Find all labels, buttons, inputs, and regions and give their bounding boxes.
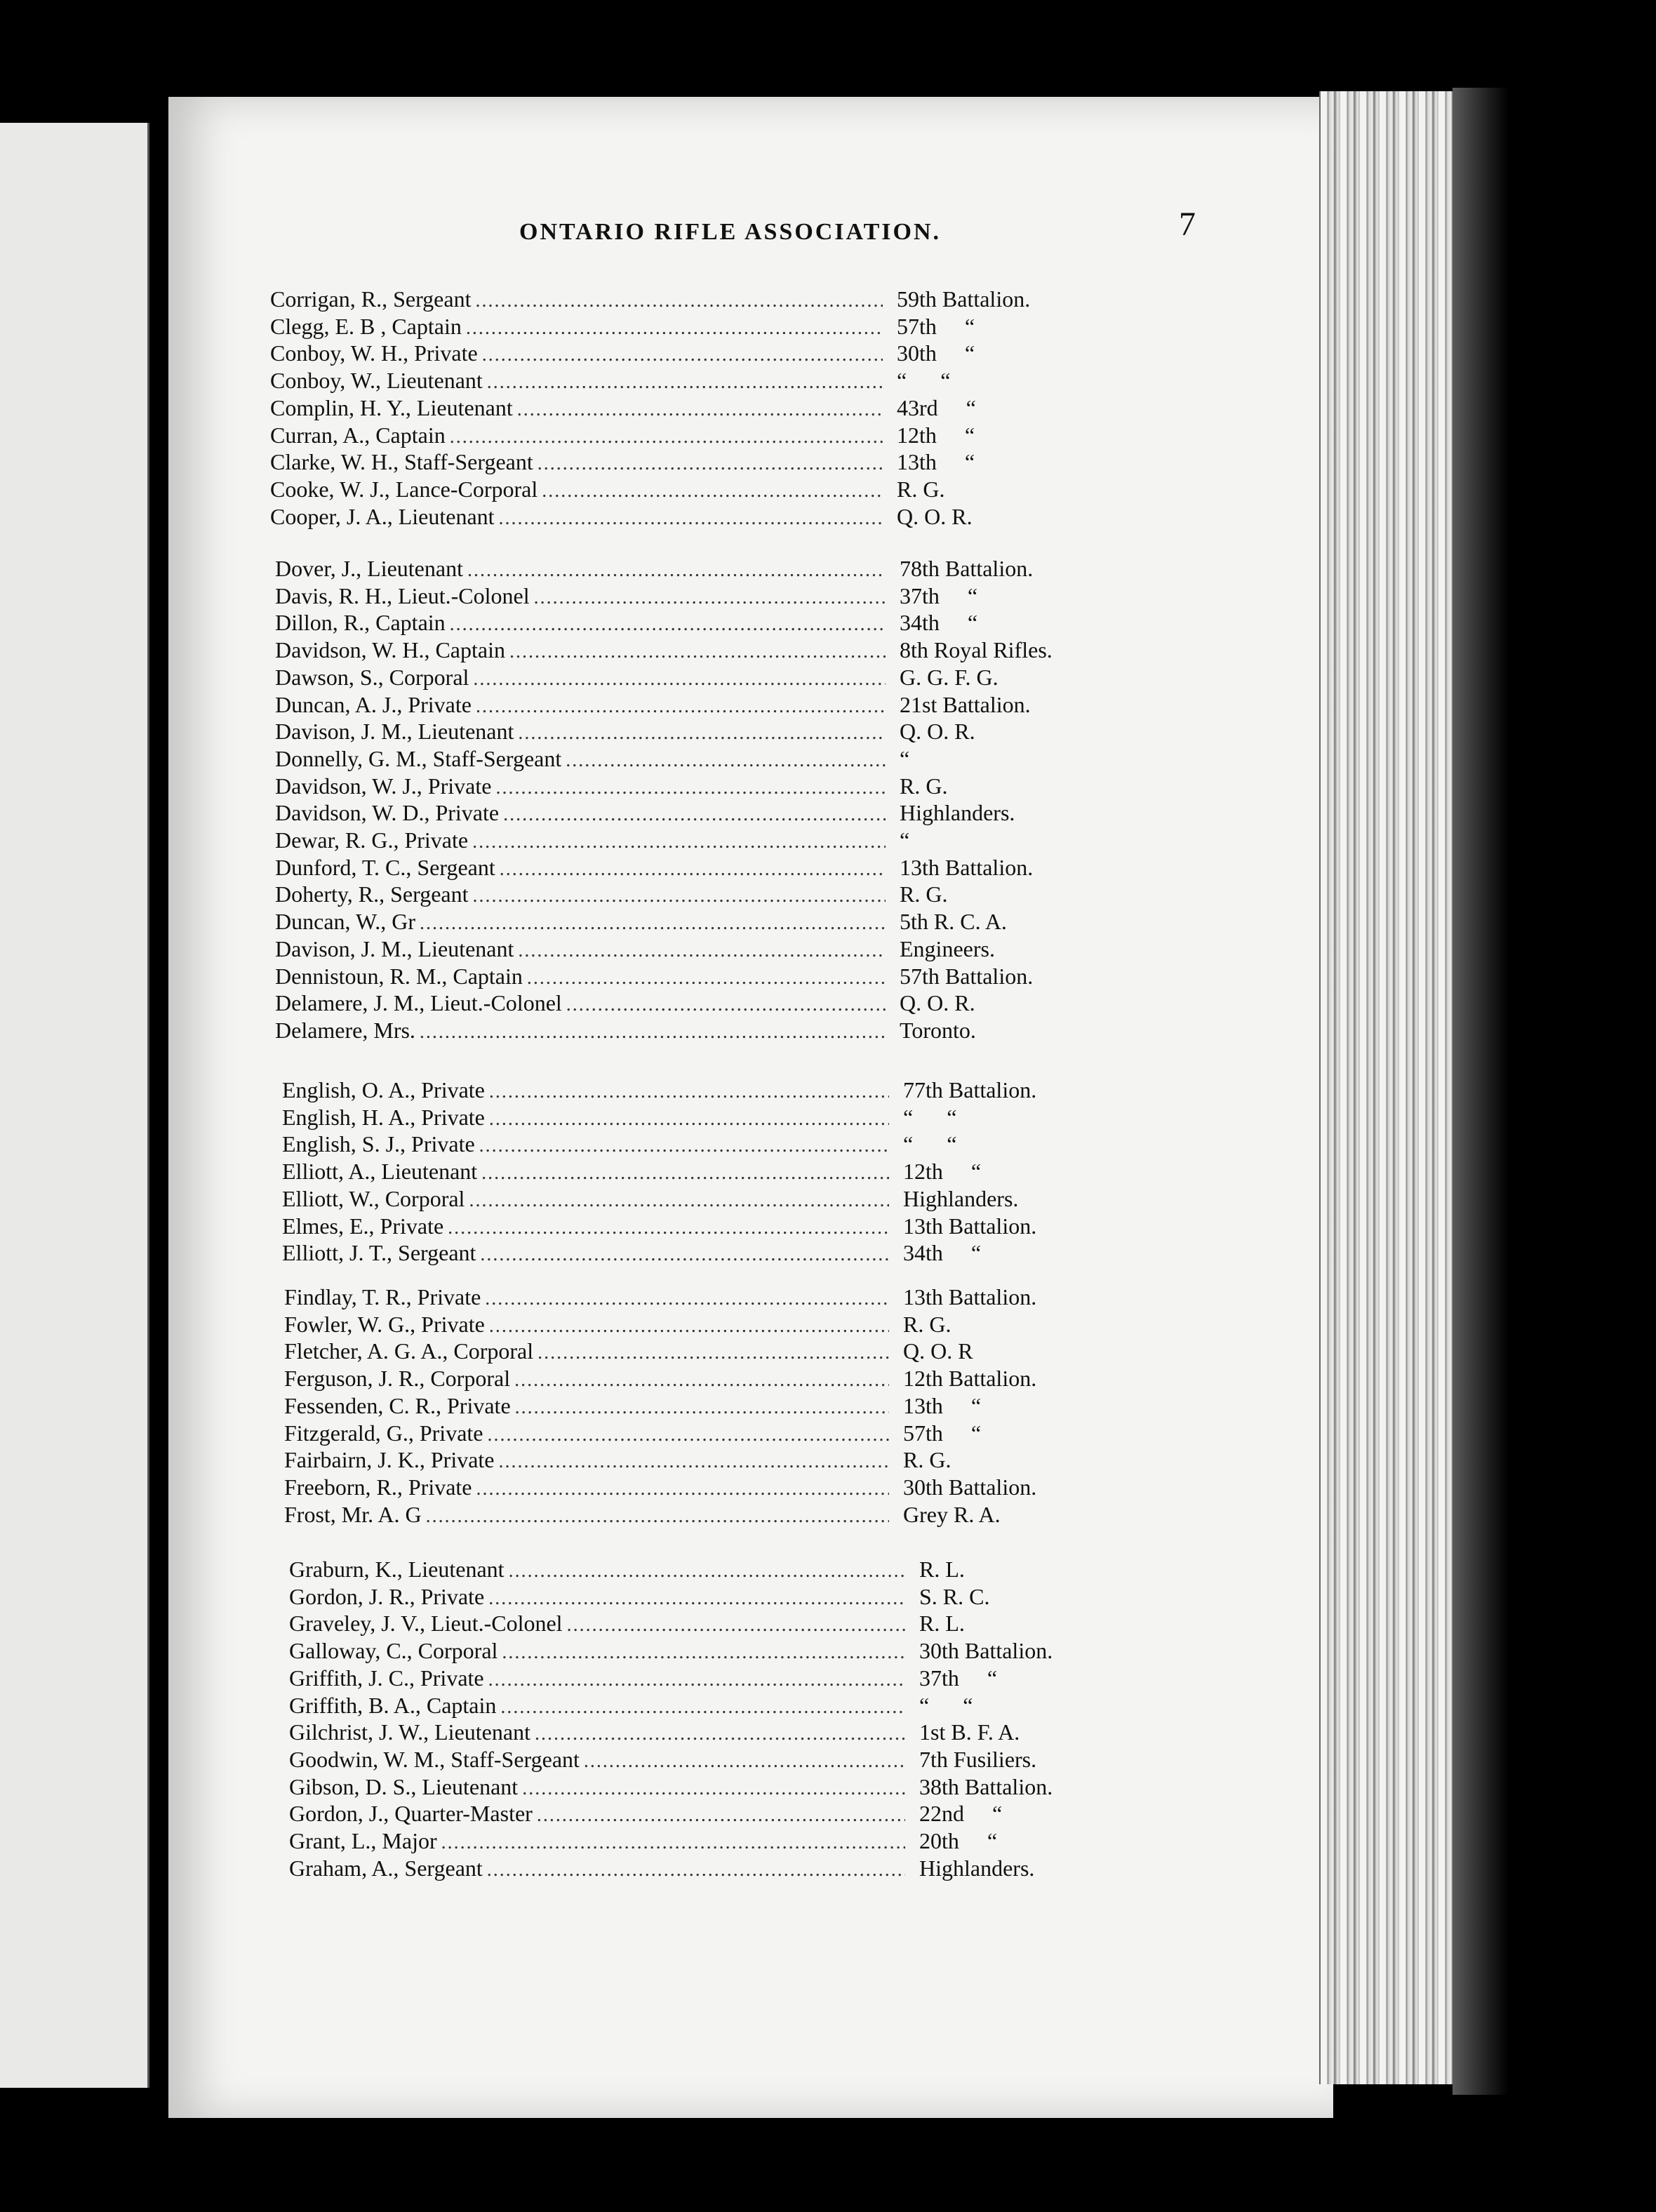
member-unit: 12th “	[903, 1159, 982, 1185]
leader-dots	[441, 1832, 905, 1854]
member-unit: 12th Battalion.	[903, 1366, 1037, 1392]
roster-row	[275, 610, 1103, 637]
leader-dots	[489, 1081, 889, 1103]
member-name: Dover, J., Lieutenant	[275, 556, 463, 581]
member-unit: R. G.	[897, 476, 945, 502]
member-unit: 30th “	[897, 340, 975, 366]
member-unit: “ “	[897, 368, 951, 394]
member-unit: R. G.	[900, 773, 948, 799]
member-name: Davis, R. H., Lieut.-Colonel	[275, 582, 530, 608]
member-name: Fletcher, A. G. A., Corporal	[284, 1338, 534, 1364]
member-unit: “	[900, 827, 910, 853]
member-unit: 13th “	[897, 449, 975, 475]
roster-row	[284, 1393, 1111, 1420]
leader-dots	[515, 1397, 889, 1419]
roster-row	[275, 746, 1103, 773]
book-spine-shadow	[1453, 88, 1509, 2095]
roster-row	[289, 1855, 1107, 1882]
roster-row	[275, 964, 1103, 990]
member-name: Fitzgerald, G., Private	[284, 1420, 483, 1446]
member-name: English, O. A., Private	[282, 1077, 485, 1102]
member-name: Clegg, E. B , Captain	[270, 313, 462, 339]
roster-row	[282, 1105, 1103, 1131]
member-name: Gibson, D. S., Lieutenant	[289, 1773, 519, 1799]
member-name: Duncan, A. J., Private	[275, 691, 472, 717]
leader-dots	[517, 399, 883, 421]
member-unit: 78th Battalion.	[900, 556, 1034, 581]
member-unit: Highlanders.	[900, 800, 1015, 826]
leader-dots	[420, 912, 886, 935]
roster-row	[275, 936, 1103, 963]
member-name: Elliott, J. T., Sergeant	[282, 1240, 476, 1266]
leader-dots	[542, 480, 883, 502]
roster-row	[270, 422, 1084, 449]
roster-row	[282, 1186, 1103, 1213]
member-name: Ferguson, J. R., Corporal	[284, 1366, 511, 1392]
leader-dots	[522, 1778, 905, 1800]
leader-dots	[509, 641, 886, 663]
member-name: Findlay, T. R., Private	[284, 1284, 481, 1310]
member-name: Frost, Mr. A. G	[284, 1501, 422, 1527]
leader-dots	[535, 1723, 905, 1745]
leader-dots	[450, 426, 883, 448]
left-page-edge	[0, 123, 149, 2088]
leader-dots	[450, 613, 886, 636]
leader-dots	[476, 1478, 889, 1500]
roster-row	[289, 1584, 1107, 1611]
page-header: ONTARIO RIFLE ASSOCIATION.	[519, 219, 942, 245]
member-unit: “	[900, 745, 910, 771]
leader-dots	[502, 1641, 905, 1664]
leader-dots	[482, 344, 883, 366]
member-name: Gordon, J., Quarter-Master	[289, 1801, 533, 1827]
member-name: Elmes, E., Private	[282, 1213, 444, 1239]
member-name: Doherty, R., Sergeant	[275, 881, 469, 907]
roster-row	[282, 1131, 1103, 1158]
member-unit: R. L.	[919, 1611, 965, 1637]
leader-dots	[420, 1021, 886, 1044]
member-unit: 59th Battalion.	[897, 286, 1031, 312]
member-name: Cooke, W. J., Lance-Corporal	[270, 476, 538, 502]
roster-row	[275, 556, 1103, 582]
member-unit: Q. O. R.	[900, 719, 975, 745]
member-name: Delamere, J. M., Lieut.-Colonel	[275, 990, 562, 1016]
member-unit: 8th Royal Rifles.	[900, 637, 1053, 663]
roster-row	[282, 1077, 1103, 1104]
roster-row	[289, 1693, 1107, 1719]
roster-row	[275, 665, 1103, 691]
member-unit: 30th Battalion.	[903, 1474, 1037, 1500]
roster-row	[275, 583, 1103, 610]
member-unit: 7th Fusiliers.	[919, 1746, 1037, 1772]
roster-row	[289, 1638, 1107, 1665]
roster-row	[270, 477, 1084, 503]
page-edges	[1319, 91, 1454, 2084]
member-unit: 30th Battalion.	[919, 1638, 1053, 1664]
roster-row	[270, 286, 1084, 313]
roster-row	[275, 719, 1103, 745]
leader-dots	[487, 1424, 889, 1446]
roster-row	[284, 1338, 1111, 1365]
leader-dots	[566, 994, 886, 1016]
member-name: Clarke, W. H., Staff-Sergeant	[270, 449, 533, 475]
leader-dots	[514, 1369, 889, 1392]
roster-row	[289, 1828, 1107, 1855]
roster-row	[270, 449, 1084, 476]
member-name: Graburn, K., Lieutenant	[289, 1557, 505, 1582]
member-unit: 13th “	[903, 1392, 982, 1418]
member-name: Davidson, W. J., Private	[275, 773, 492, 799]
leader-dots	[479, 1135, 889, 1157]
member-name: Fessenden, C. R., Private	[284, 1392, 511, 1418]
member-name: Dewar, R. G., Private	[275, 827, 469, 853]
member-name: Davidson, W. D., Private	[275, 800, 500, 826]
member-name: Freeborn, R., Private	[284, 1474, 472, 1500]
member-unit: Toronto.	[900, 1017, 976, 1043]
member-unit: 21st Battalion.	[900, 691, 1031, 717]
roster-row	[282, 1159, 1103, 1185]
roster-row	[270, 368, 1084, 394]
member-name: Graham, A., Sergeant	[289, 1855, 483, 1881]
member-unit: Engineers.	[900, 935, 995, 961]
member-unit: Q. O. R	[903, 1338, 973, 1364]
roster-row	[275, 800, 1103, 827]
leader-dots	[534, 587, 886, 609]
member-name: Dunford, T. C., Sergeant	[275, 854, 495, 880]
member-unit: “ “	[903, 1131, 957, 1157]
member-name: Gilchrist, J. W., Lieutenant	[289, 1719, 530, 1745]
leader-dots	[426, 1505, 889, 1528]
member-name: Davidson, W. H., Captain	[275, 637, 505, 663]
leader-dots	[488, 1587, 905, 1610]
member-name: Dillon, R., Captain	[275, 610, 446, 636]
roster-row	[275, 827, 1103, 854]
leader-dots	[537, 1804, 905, 1827]
member-name: Donnelly, G. M., Staff-Sergeant	[275, 745, 562, 771]
member-name: Davison, J. M., Lieutenant	[275, 935, 514, 961]
leader-dots	[566, 749, 886, 772]
leader-dots	[476, 695, 886, 718]
member-unit: Q. O. R.	[900, 990, 975, 1016]
leader-dots	[448, 1217, 889, 1239]
member-unit: “ “	[903, 1104, 957, 1130]
member-unit: Q. O. R.	[897, 503, 973, 529]
roster-row	[284, 1474, 1111, 1501]
roster-row	[284, 1284, 1111, 1311]
member-unit: 22nd “	[919, 1801, 1003, 1827]
roster-row	[270, 340, 1084, 367]
leader-dots	[527, 967, 886, 990]
roster-row	[284, 1447, 1111, 1474]
roster-row	[275, 881, 1103, 908]
leader-dots	[518, 940, 886, 962]
member-name: Griffith, B. A., Captain	[289, 1692, 497, 1718]
leader-dots	[472, 831, 886, 853]
member-unit: 37th “	[919, 1665, 998, 1691]
roster-row	[275, 855, 1103, 881]
roster-row	[289, 1774, 1107, 1801]
member-name: Conboy, W. H., Private	[270, 340, 478, 366]
member-unit: 37th “	[900, 582, 978, 608]
member-unit: 34th “	[900, 610, 978, 636]
leader-dots	[567, 1614, 905, 1637]
member-unit: 57th “	[897, 313, 975, 339]
leader-dots	[499, 507, 883, 530]
leader-dots	[488, 1669, 905, 1691]
member-unit: 38th Battalion.	[919, 1773, 1053, 1799]
roster-row	[275, 909, 1103, 935]
member-name: Fairbairn, J. K., Private	[284, 1447, 495, 1473]
member-name: Dawson, S., Corporal	[275, 664, 469, 690]
member-name: Dennistoun, R. M., Captain	[275, 963, 523, 989]
leader-dots	[509, 1560, 905, 1583]
leader-dots	[473, 668, 886, 691]
member-name: Conboy, W., Lieutenant	[270, 368, 483, 394]
member-name: Gordon, J. R., Private	[289, 1583, 485, 1609]
roster-row	[284, 1502, 1111, 1528]
roster-row	[270, 504, 1084, 531]
leader-dots	[485, 1288, 889, 1310]
member-unit: 34th “	[903, 1240, 982, 1266]
member-name: Duncan, W., Gr	[275, 909, 415, 935]
member-name: Corrigan, R., Sergeant	[270, 286, 472, 312]
leader-dots	[467, 559, 886, 582]
member-unit: R. G.	[900, 881, 948, 907]
member-unit: Highlanders.	[919, 1855, 1035, 1881]
leader-dots	[475, 290, 883, 312]
roster-row	[289, 1747, 1107, 1773]
member-name: Graveley, J. V., Lieut.-Colonel	[289, 1611, 563, 1637]
leader-dots	[584, 1750, 905, 1773]
leader-dots	[537, 1342, 889, 1364]
member-unit: 77th Battalion.	[903, 1077, 1037, 1102]
member-unit: R. L.	[919, 1557, 965, 1582]
member-name: English, H. A., Private	[282, 1104, 485, 1130]
roster-row	[289, 1611, 1107, 1637]
member-unit: 5th R. C. A.	[900, 909, 1007, 935]
member-unit: Grey R. A.	[903, 1501, 1001, 1527]
member-unit: R. G.	[903, 1311, 951, 1337]
leader-dots	[499, 1451, 889, 1473]
leader-dots	[480, 1244, 889, 1266]
member-unit: 13th Battalion.	[903, 1284, 1037, 1310]
roster-row	[270, 314, 1084, 340]
member-unit: R. G.	[903, 1447, 951, 1473]
member-unit: 13th Battalion.	[900, 854, 1034, 880]
member-unit: G. G. F. G.	[900, 664, 999, 690]
roster-row	[289, 1719, 1107, 1746]
leader-dots	[481, 1162, 889, 1185]
roster-row	[282, 1213, 1103, 1240]
leader-dots	[503, 804, 886, 826]
roster-row	[289, 1801, 1107, 1827]
leader-dots	[489, 1108, 889, 1131]
roster-row	[275, 692, 1103, 719]
roster-row	[270, 395, 1084, 422]
member-name: Grant, L., Major	[289, 1828, 437, 1853]
member-name: Curran, A., Captain	[270, 422, 446, 448]
member-unit: 20th “	[919, 1828, 998, 1853]
roster-row	[289, 1665, 1107, 1692]
member-unit: 13th Battalion.	[903, 1213, 1037, 1239]
member-unit: 57th Battalion.	[900, 963, 1034, 989]
member-unit: 12th “	[897, 422, 975, 448]
roster-row	[284, 1420, 1111, 1447]
roster-row	[275, 773, 1103, 800]
roster-row	[284, 1366, 1111, 1392]
member-name: Cooper, J. A., Lieutenant	[270, 503, 495, 529]
leader-dots	[469, 1190, 889, 1212]
roster-row	[282, 1240, 1103, 1267]
roster-row	[284, 1312, 1111, 1338]
leader-dots	[489, 1315, 889, 1338]
roster-row	[275, 990, 1103, 1017]
leader-dots	[473, 885, 886, 907]
member-name: Complin, H. Y., Lieutenant	[270, 394, 513, 420]
member-unit: Highlanders.	[903, 1185, 1019, 1211]
member-name: Griffith, J. C., Private	[289, 1665, 484, 1691]
member-name: Galloway, C., Corporal	[289, 1638, 498, 1664]
member-unit: 57th “	[903, 1420, 982, 1446]
leader-dots	[500, 1696, 905, 1719]
member-name: Delamere, Mrs.	[275, 1017, 415, 1043]
member-name: Elliott, W., Corporal	[282, 1185, 465, 1211]
member-unit: 43rd “	[897, 394, 976, 420]
roster-row	[275, 1018, 1103, 1044]
member-name: Fowler, W. G., Private	[284, 1311, 485, 1337]
roster-row	[289, 1557, 1107, 1583]
leader-dots	[518, 722, 886, 745]
member-unit: 1st B. F. A.	[919, 1719, 1020, 1745]
member-name: Davison, J. M., Lieutenant	[275, 719, 514, 745]
roster-row	[275, 637, 1103, 664]
leader-dots	[466, 317, 883, 340]
member-unit: S. R. C.	[919, 1583, 990, 1609]
member-name: Elliott, A., Lieutenant	[282, 1159, 478, 1185]
leader-dots	[487, 1859, 905, 1881]
leader-dots	[500, 858, 886, 881]
leader-dots	[487, 371, 883, 394]
member-name: Goodwin, W. M., Staff-Sergeant	[289, 1746, 580, 1772]
page-number: 7	[1179, 206, 1196, 243]
member-unit: “ “	[919, 1692, 973, 1718]
leader-dots	[537, 453, 883, 475]
member-name: English, S. J., Private	[282, 1131, 475, 1157]
leader-dots	[495, 777, 886, 799]
